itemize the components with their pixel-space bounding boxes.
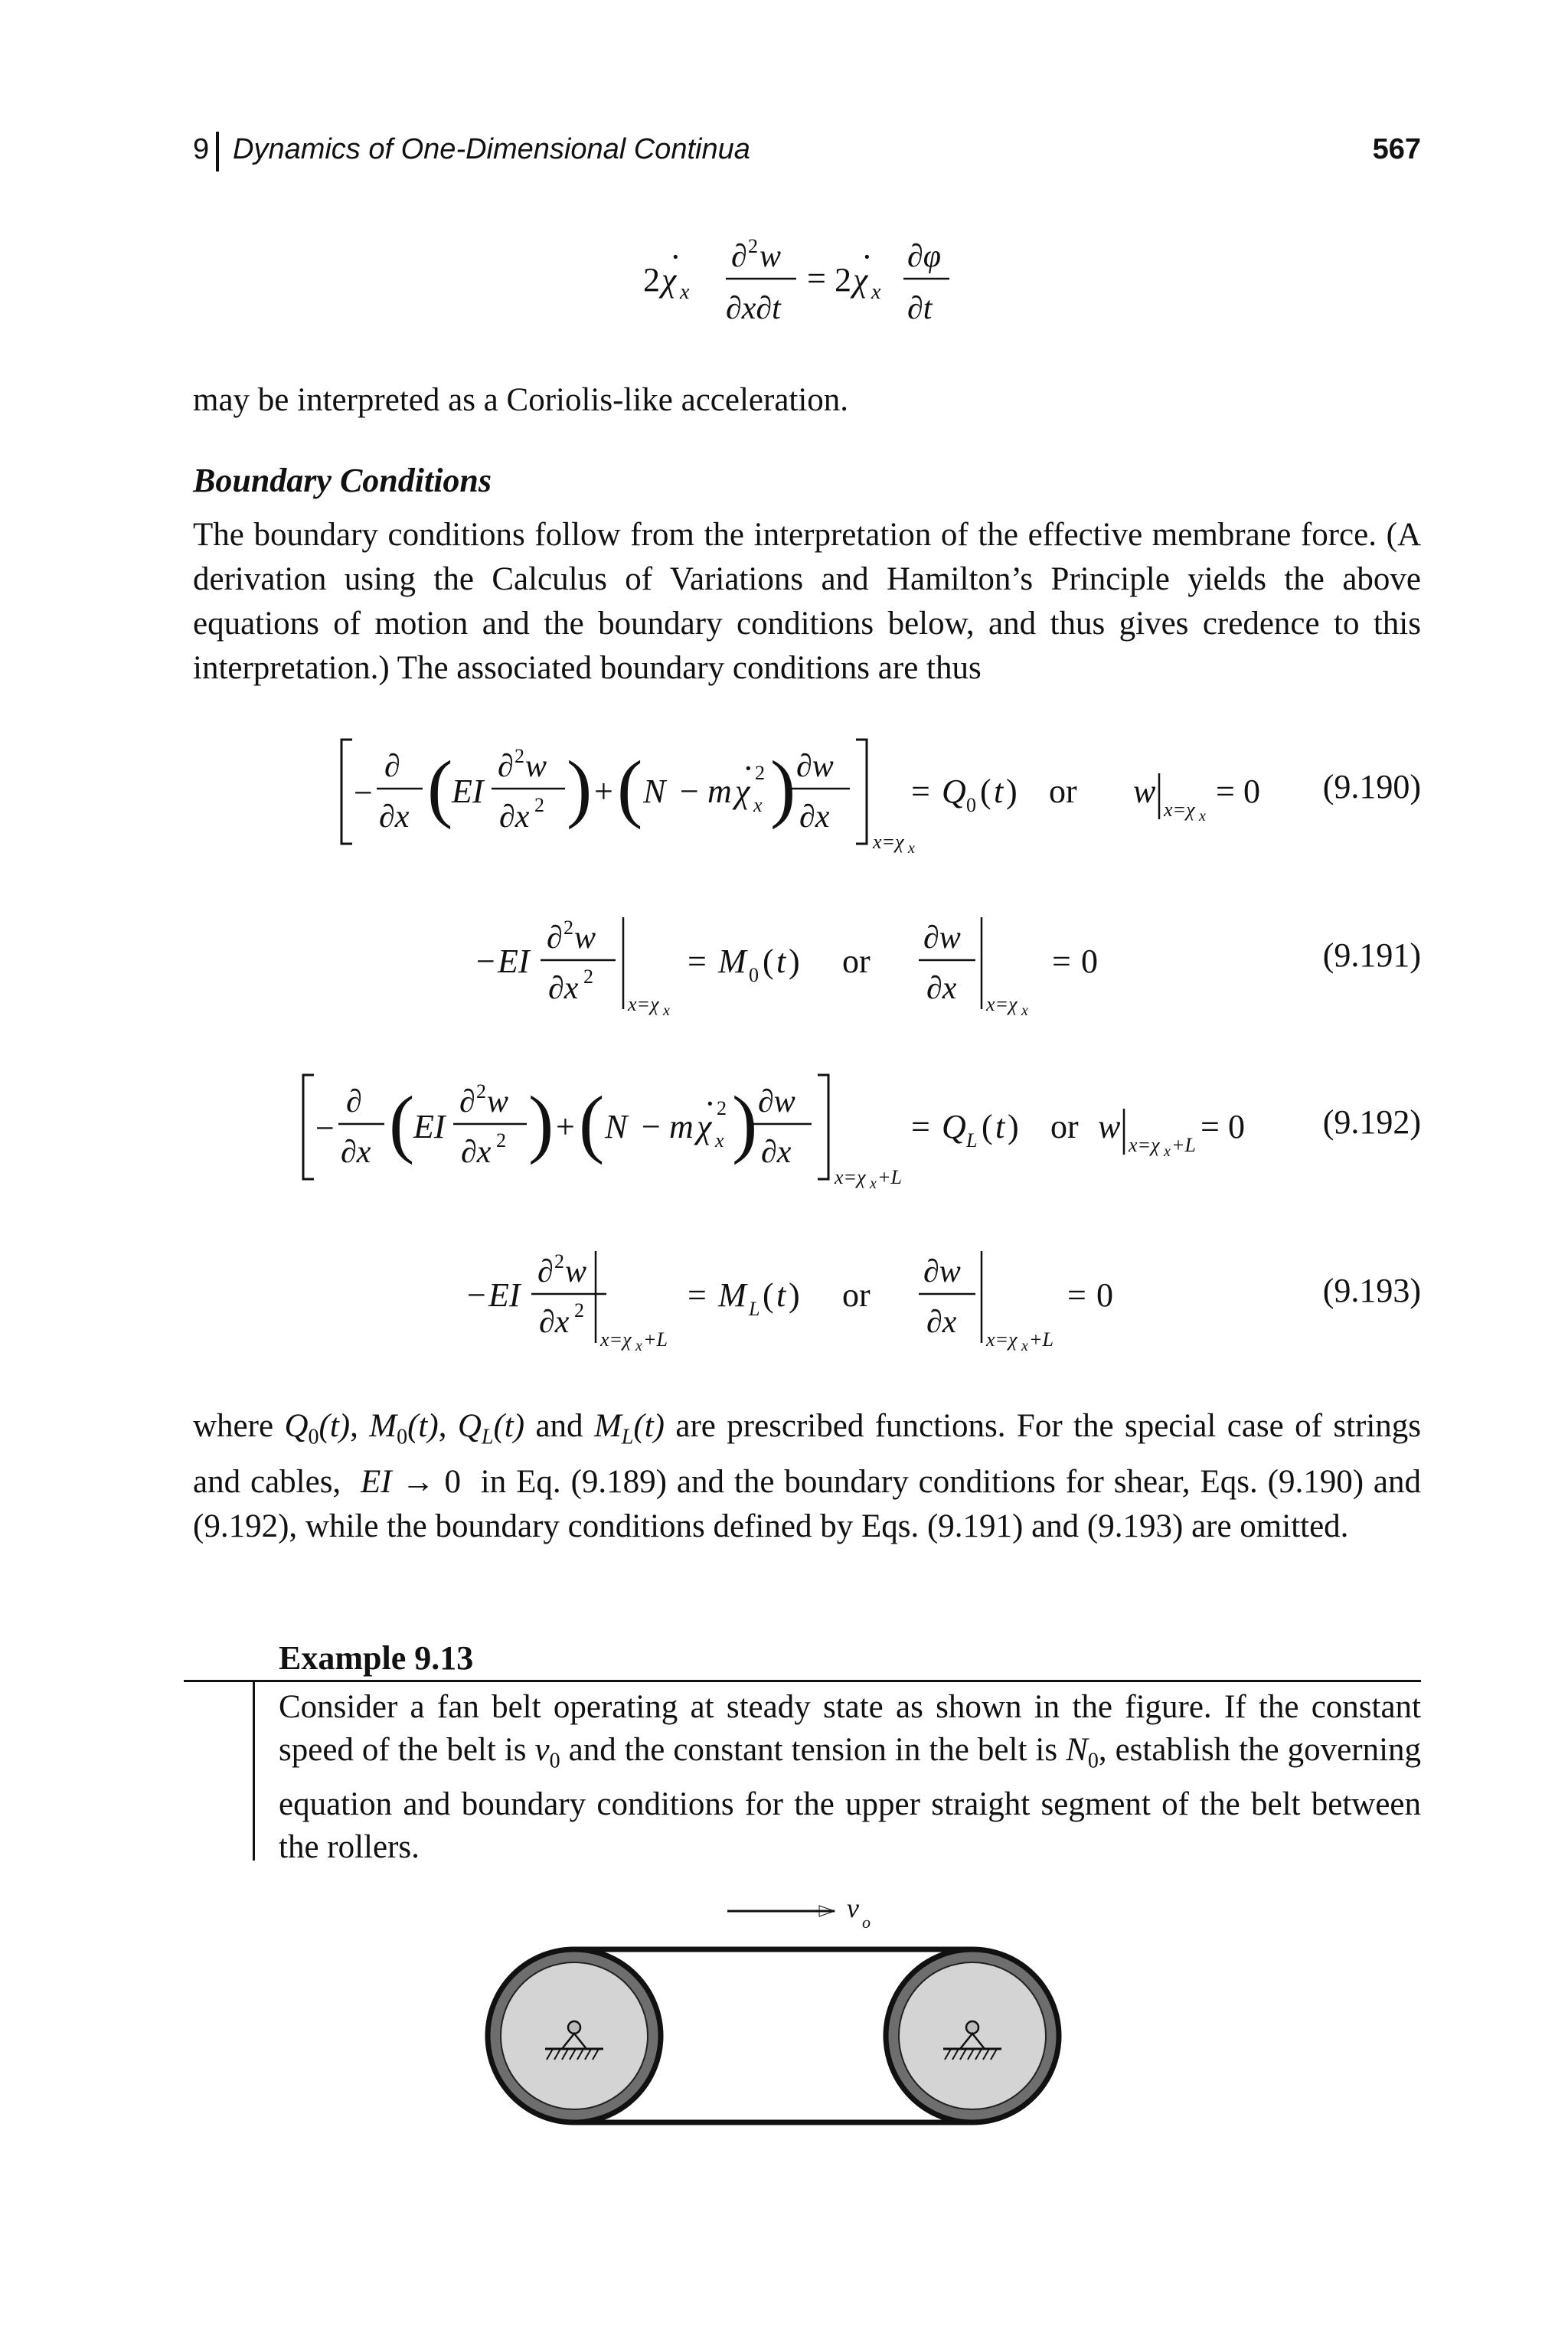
svg-text:x: x bbox=[908, 840, 915, 857]
svg-text:Q: Q bbox=[942, 773, 966, 810]
svg-text:): ) bbox=[528, 1080, 554, 1165]
right-roller bbox=[886, 1949, 1059, 2122]
svg-text:∂: ∂ bbox=[459, 1084, 475, 1119]
svg-text:w: w bbox=[565, 1254, 587, 1289]
svg-text:L: L bbox=[966, 1129, 978, 1152]
example-text-1: Consider a fan belt operating at steady state as shown in the figure. If the constant speed of the belt is bbox=[279, 1689, 1421, 1768]
svg-text:(: ( bbox=[982, 1108, 993, 1145]
svg-text:x=χ: x=χ bbox=[1129, 1134, 1160, 1156]
velocity-subscript: o bbox=[862, 1913, 871, 1932]
svg-text:): ) bbox=[732, 1080, 758, 1165]
svg-text:0: 0 bbox=[1228, 1108, 1245, 1145]
m0-symbol: $M_0(t)$ bbox=[369, 1408, 439, 1449]
svg-text:EI: EI bbox=[498, 943, 530, 980]
svg-text:∂w: ∂w bbox=[796, 749, 834, 784]
svg-text:∂w: ∂w bbox=[923, 920, 961, 956]
svg-text:∂x: ∂x bbox=[926, 1305, 957, 1340]
svg-text:+L: +L bbox=[643, 1328, 668, 1351]
svg-text:=: = bbox=[911, 773, 930, 810]
chapter-number: 9 bbox=[193, 133, 210, 165]
svg-text:w: w bbox=[487, 1084, 509, 1119]
svg-text:EI: EI bbox=[488, 1276, 521, 1314]
example-text-2: and the constant tension in the belt is bbox=[568, 1732, 1058, 1768]
svg-text:x: x bbox=[753, 794, 763, 816]
example-rule bbox=[184, 1680, 1421, 1682]
svg-text:(: ( bbox=[427, 745, 453, 830]
svg-text:or: or bbox=[1050, 1108, 1079, 1145]
svg-text:=: = bbox=[688, 943, 707, 980]
svg-text:w: w bbox=[525, 749, 547, 784]
svg-text:2: 2 bbox=[643, 261, 660, 299]
svg-text:Q: Q bbox=[942, 1108, 966, 1145]
svg-text:x=χ: x=χ bbox=[628, 993, 659, 1015]
svg-text:∂x: ∂x bbox=[761, 1135, 792, 1170]
svg-text:χ: χ bbox=[735, 773, 750, 810]
svg-text:−: − bbox=[315, 1109, 335, 1147]
svg-text:or: or bbox=[1049, 773, 1077, 810]
svg-text:L: L bbox=[749, 1298, 760, 1320]
svg-text:): ) bbox=[789, 943, 800, 980]
svg-text:2: 2 bbox=[755, 762, 765, 784]
svg-text:·: · bbox=[704, 1085, 716, 1122]
svg-text:(: ( bbox=[389, 1080, 415, 1165]
svg-text:t: t bbox=[776, 943, 786, 980]
svg-text:·: · bbox=[743, 750, 754, 787]
svg-text:−: − bbox=[354, 774, 373, 812]
prescribed-functions-paragraph: where $Q_0(t)$, $M_0(t)$, $Q_L(t)$ and $M_L(t)$ are prescribed functions. For the special case of strings and cables, EI → 0 in Eq. (9.189) and the boundary conditions for shear, Eqs. (9.190) and (9.192), while the boundary conditions defined by Eqs. (9.191) and (9.193) are omitted. bbox=[193, 1408, 1422, 1544]
svg-text:∂w: ∂w bbox=[758, 1084, 795, 1119]
svg-text:): ) bbox=[1008, 1108, 1019, 1145]
equation-9-193 bbox=[467, 1243, 1125, 1358]
intro-paragraph: may be interpreted as a Coriolis-like acceleration. bbox=[193, 382, 849, 418]
svg-text:=: = bbox=[1216, 773, 1235, 810]
svg-text:∂t: ∂t bbox=[907, 291, 933, 326]
svg-text:0: 0 bbox=[1243, 773, 1260, 810]
svg-text:∂x: ∂x bbox=[499, 799, 530, 835]
svg-text:2: 2 bbox=[534, 794, 544, 816]
svg-text:x=χ: x=χ bbox=[1164, 799, 1195, 821]
svg-text:): ) bbox=[770, 745, 796, 830]
svg-text:+L: +L bbox=[1171, 1134, 1197, 1156]
left-roller bbox=[488, 1949, 661, 2122]
svg-text:N: N bbox=[605, 1108, 628, 1145]
coriolis-equation bbox=[643, 230, 949, 337]
svg-text:=: = bbox=[807, 260, 826, 297]
svg-text:w: w bbox=[760, 239, 782, 274]
svg-text:2: 2 bbox=[835, 261, 851, 299]
svg-text:x=χ: x=χ bbox=[835, 1166, 866, 1188]
equation-number-9-191: (9.191) bbox=[1322, 936, 1421, 974]
svg-text:2: 2 bbox=[554, 1250, 564, 1273]
svg-text:2: 2 bbox=[583, 965, 593, 988]
svg-text:−: − bbox=[680, 773, 699, 810]
svg-text:x: x bbox=[680, 280, 690, 304]
svg-text:∂x: ∂x bbox=[539, 1305, 570, 1340]
svg-text:w: w bbox=[574, 920, 596, 956]
svg-text:t: t bbox=[776, 1276, 786, 1314]
svg-text:+: + bbox=[556, 1108, 575, 1145]
equation-9-191 bbox=[476, 910, 1098, 1024]
svg-text:∂w: ∂w bbox=[923, 1254, 961, 1289]
example-body bbox=[279, 1686, 1421, 1869]
svg-text:−: − bbox=[476, 943, 495, 980]
equation-9-190 bbox=[337, 735, 1260, 865]
svg-text:0: 0 bbox=[1096, 1276, 1113, 1314]
svg-text:∂: ∂ bbox=[547, 920, 563, 956]
equation-number-9-193: (9.193) bbox=[1322, 1272, 1421, 1309]
running-header bbox=[193, 133, 1421, 179]
svg-text:x: x bbox=[1199, 808, 1206, 825]
svg-text:=: = bbox=[1052, 943, 1071, 980]
svg-text:2: 2 bbox=[574, 1299, 584, 1322]
svg-text:2: 2 bbox=[476, 1080, 486, 1103]
svg-text:(: ( bbox=[579, 1080, 605, 1165]
svg-text:M: M bbox=[718, 1276, 746, 1314]
ei-to-zero: EI → 0 bbox=[351, 1463, 461, 1500]
svg-text:∂φ: ∂φ bbox=[907, 239, 941, 274]
svg-text:2: 2 bbox=[748, 235, 758, 257]
svg-text:): ) bbox=[567, 745, 593, 830]
equation-9-192 bbox=[299, 1070, 1279, 1201]
svg-text:χ: χ bbox=[697, 1108, 712, 1145]
svg-text:0: 0 bbox=[749, 964, 759, 986]
n0-symbol: $N_0$ bbox=[1066, 1732, 1099, 1773]
svg-text:0: 0 bbox=[966, 794, 976, 816]
svg-text:(: ( bbox=[980, 773, 991, 810]
svg-text:2: 2 bbox=[717, 1097, 727, 1119]
svg-text:∂x: ∂x bbox=[379, 799, 410, 835]
svg-text:∂: ∂ bbox=[384, 749, 400, 784]
svg-text:∂: ∂ bbox=[346, 1084, 362, 1119]
svg-text:EI: EI bbox=[413, 1108, 446, 1145]
svg-text:∂: ∂ bbox=[731, 239, 747, 274]
svg-text:∂x: ∂x bbox=[341, 1135, 371, 1170]
svg-text:∂x: ∂x bbox=[799, 799, 830, 835]
svg-text:+L: +L bbox=[877, 1166, 903, 1188]
svg-text:+L: +L bbox=[1029, 1328, 1054, 1351]
page-number: 567 bbox=[1372, 133, 1421, 165]
equation-number-9-192: (9.192) bbox=[1322, 1103, 1421, 1141]
svg-text:x: x bbox=[663, 1002, 670, 1019]
svg-text:2: 2 bbox=[496, 1129, 506, 1152]
svg-text:χ: χ bbox=[853, 261, 868, 299]
svg-text:w: w bbox=[1098, 1108, 1121, 1145]
svg-text:x=χ: x=χ bbox=[600, 1328, 632, 1351]
svg-text:m: m bbox=[669, 1108, 694, 1145]
svg-text:∂x: ∂x bbox=[461, 1135, 492, 1170]
svg-text:x=χ: x=χ bbox=[986, 993, 1018, 1015]
para2-text-2: are prescribed functions. For the special case of strings and cables, bbox=[193, 1408, 1422, 1500]
q0-symbol: $Q_0(t)$ bbox=[284, 1408, 351, 1449]
svg-text:w: w bbox=[1133, 773, 1156, 810]
section-heading: Boundary Conditions bbox=[193, 462, 492, 499]
header-divider bbox=[216, 132, 219, 172]
svg-text:x=χ: x=χ bbox=[986, 1328, 1018, 1351]
svg-text:0: 0 bbox=[1081, 943, 1098, 980]
svg-text:∂: ∂ bbox=[537, 1254, 554, 1289]
velocity-label: v bbox=[847, 1893, 859, 1923]
svg-text:−: − bbox=[642, 1108, 661, 1145]
svg-text:x: x bbox=[871, 280, 881, 304]
svg-text:M: M bbox=[718, 943, 746, 980]
svg-text:x: x bbox=[635, 1338, 642, 1354]
svg-text:∂x: ∂x bbox=[548, 971, 579, 1006]
example-sidebar bbox=[253, 1681, 255, 1861]
ml-symbol: $M_L(t)$ bbox=[593, 1408, 665, 1449]
chapter-title: Dynamics of One-Dimensional Continua bbox=[233, 133, 750, 165]
para2-text-3: in Eq. (9.189) and the boundary conditions for shear, Eqs. (9.190) and (9.192), while the boundary conditions defined by Eqs. (9.191) and (9.193) are omitted. bbox=[193, 1463, 1422, 1544]
svg-text:2: 2 bbox=[514, 745, 524, 767]
svg-text:=: = bbox=[1200, 1108, 1220, 1145]
svg-text:−: − bbox=[467, 1276, 486, 1314]
svg-text:=: = bbox=[1067, 1276, 1086, 1314]
svg-text:·: · bbox=[670, 238, 681, 276]
svg-text:t: t bbox=[994, 773, 1004, 810]
svg-text:or: or bbox=[842, 1276, 871, 1314]
svg-text:=: = bbox=[688, 1276, 707, 1314]
svg-text:x: x bbox=[1021, 1338, 1028, 1354]
para2-text-1: where bbox=[193, 1408, 274, 1444]
svg-text:2: 2 bbox=[564, 916, 573, 939]
svg-text:N: N bbox=[643, 773, 666, 810]
example-text-3: , establish the governing equation and boundary conditions for the upper straight segment of the belt between the rollers. bbox=[279, 1732, 1422, 1865]
svg-text:x: x bbox=[870, 1175, 877, 1192]
svg-text:or: or bbox=[842, 943, 871, 980]
example-title: Example 9.13 bbox=[279, 1639, 474, 1677]
svg-text:=: = bbox=[911, 1108, 930, 1145]
svg-text:∂: ∂ bbox=[498, 749, 514, 784]
svg-text:m: m bbox=[707, 773, 732, 810]
ql-symbol: $Q_L(t)$ bbox=[457, 1408, 525, 1449]
svg-text:x: x bbox=[1164, 1143, 1171, 1160]
svg-text:): ) bbox=[789, 1276, 800, 1314]
svg-text:+: + bbox=[594, 773, 613, 810]
svg-text:t: t bbox=[995, 1108, 1005, 1145]
svg-text:x: x bbox=[1021, 1002, 1028, 1019]
svg-text:EI: EI bbox=[452, 773, 484, 810]
svg-text:∂x: ∂x bbox=[926, 971, 957, 1006]
svg-text:(: ( bbox=[763, 1276, 774, 1314]
svg-text:∂x∂t: ∂x∂t bbox=[726, 291, 781, 326]
equation-number-9-190: (9.190) bbox=[1322, 768, 1421, 805]
boundary-paragraph: The boundary conditions follow from the interpretation of the effective membrane force. (A derivation using the Calculus of Variations and Hamilton’s Principle yields the above equations of motion and the boundary conditions below, and thus gives credence to this interpretation.) The associated boundary conditions are thus bbox=[193, 517, 1421, 686]
svg-text:): ) bbox=[1006, 773, 1018, 810]
fan-belt-figure bbox=[482, 1891, 1080, 2136]
svg-text:x: x bbox=[715, 1129, 724, 1152]
svg-text:x=χ: x=χ bbox=[873, 831, 904, 853]
svg-text:·: · bbox=[861, 238, 873, 276]
svg-text:(: ( bbox=[763, 943, 774, 980]
v0-symbol: $v_0$ bbox=[534, 1732, 560, 1773]
svg-text:(: ( bbox=[617, 745, 643, 830]
svg-text:χ: χ bbox=[662, 261, 677, 299]
